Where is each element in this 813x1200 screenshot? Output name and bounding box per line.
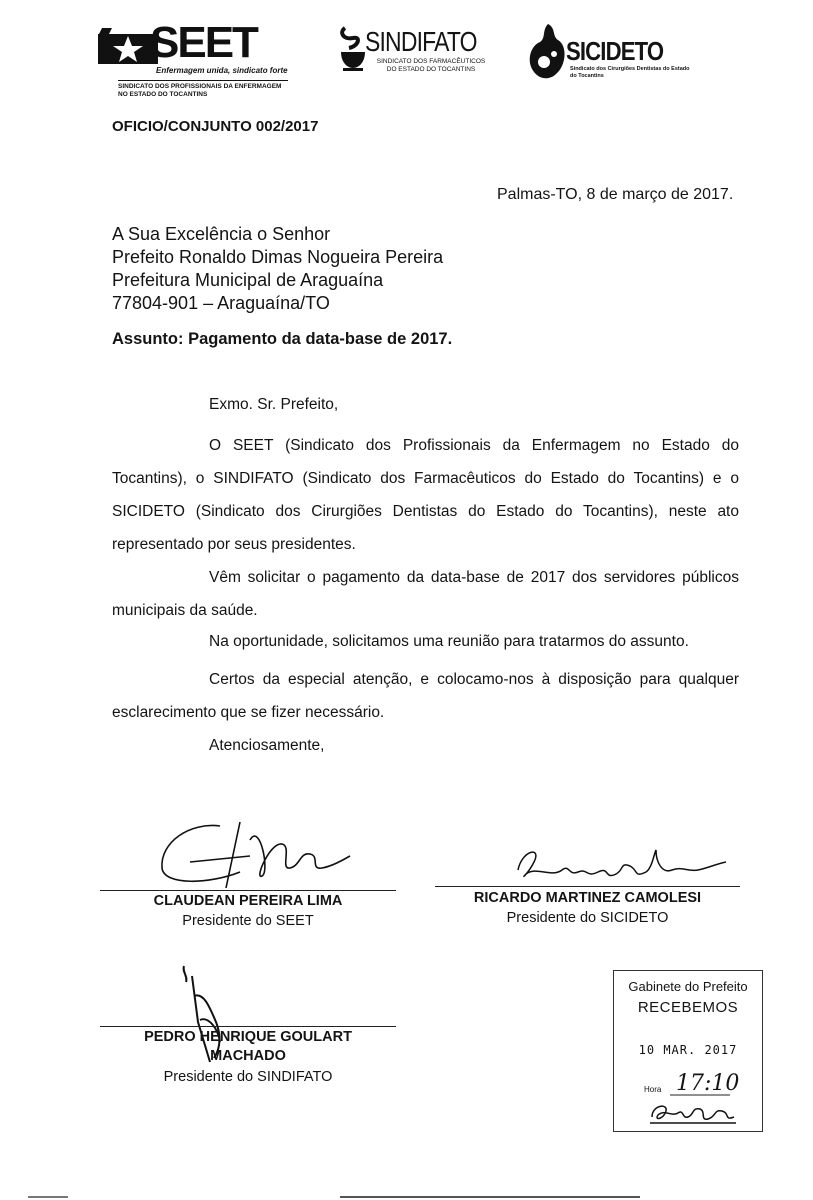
- sindifato-logo-name: SINDIFATO: [365, 26, 477, 57]
- sindifato-logo-subtitle: SINDICATO DOS FARMACÊUTICOS DO ESTADO DO TOCANTINS: [376, 58, 486, 73]
- signer-name: MACHADO: [210, 1048, 286, 1064]
- body-paragraph: Certos da especial atenção, e colocamo-nos à disposição para qualquer esclarecimento que se fizer necessário.: [112, 671, 739, 721]
- recipient-line: Prefeito Ronaldo Dimas Nogueira Pereira: [112, 247, 444, 267]
- body-paragraph: Vêm solicitar o pagamento da data-base de 2017 dos servidores públicos municipais da saúde.: [112, 569, 739, 619]
- signature-line: [100, 890, 396, 891]
- tooth-icon: [526, 22, 570, 80]
- stamp-hora-value: 17:10: [676, 1071, 740, 1096]
- scan-edge: [28, 1196, 68, 1198]
- seet-logo-slogan: Enfermagem unida, sindicato forte: [156, 66, 288, 75]
- recipient-line: A Sua Excelência o Senhor: [112, 224, 331, 244]
- body-paragraph: O SEET (Sindicato dos Profissionais da Enfermagem no Estado do Tocantins), o SINDIFATO (Sindicato dos Farmacêuticos do Estado do Tocantins) e o SICIDETO (Sindicato dos Cirurgiões Dentistas do Estado do Tocantins), neste ato representado por seus presidentes.: [112, 437, 739, 553]
- seet-logo-subtitle: SINDICATO DOS PROFISSIONAIS DA ENFERMAGEM NO ESTADO DO TOCANTINS: [118, 80, 288, 99]
- subject-line: Assunto: Pagamento da data-base de 2017.: [112, 330, 453, 348]
- stamp-title: Gabinete do Prefeito: [628, 979, 748, 994]
- recipient-line: 77804-901 – Araguaína/TO: [112, 293, 330, 313]
- signer-role: Presidente do SICIDETO: [506, 910, 669, 926]
- signer-name: RICARDO MARTINEZ CAMOLESI: [473, 890, 702, 906]
- sindifato-logo: [337, 22, 487, 82]
- sicideto-logo-name: SICIDETO: [566, 36, 664, 66]
- stamp-status: RECEBEMOS: [637, 999, 739, 1016]
- signer-name: PEDRO HENRIQUE GOULART: [144, 1029, 352, 1045]
- seet-logo-name: SEET: [150, 18, 257, 67]
- closing: Atenciosamente,: [209, 737, 325, 754]
- sicideto-logo: [526, 22, 690, 84]
- document-reference: OFICIO/CONJUNTO 002/2017: [112, 118, 319, 135]
- signature-ricardo: [512, 840, 737, 890]
- scan-edge: [340, 1196, 640, 1198]
- reception-stamp: [613, 970, 763, 1132]
- recipient-line: Prefeitura Municipal de Araguaína: [112, 270, 384, 290]
- recipient-block: [112, 223, 443, 315]
- signer-role: Presidente do SEET: [182, 913, 314, 929]
- signature-line: [100, 1026, 396, 1027]
- salutation: Exmo. Sr. Prefeito,: [209, 396, 339, 413]
- stamp-initials: [648, 1097, 740, 1127]
- signer-role: Presidente do SINDIFATO: [163, 1069, 333, 1085]
- body-paragraph: Na oportunidade, solicitamos uma reunião para tratarmos do assunto.: [209, 633, 689, 650]
- signature-claudean: [150, 812, 360, 892]
- seet-logo: [98, 18, 288, 100]
- sicideto-logo-subtitle: Sindicato dos Cirurgiões Dentistas do Estado do Tocantins: [570, 66, 690, 79]
- stamp-date: 10 MAR. 2017: [638, 1043, 738, 1057]
- signature-line: [435, 886, 740, 887]
- place-date: Palmas-TO, 8 de março de 2017.: [497, 186, 734, 203]
- signer-name: CLAUDEAN PEREIRA LIMA: [153, 893, 343, 909]
- stamp-hora-label: Hora: [644, 1085, 662, 1094]
